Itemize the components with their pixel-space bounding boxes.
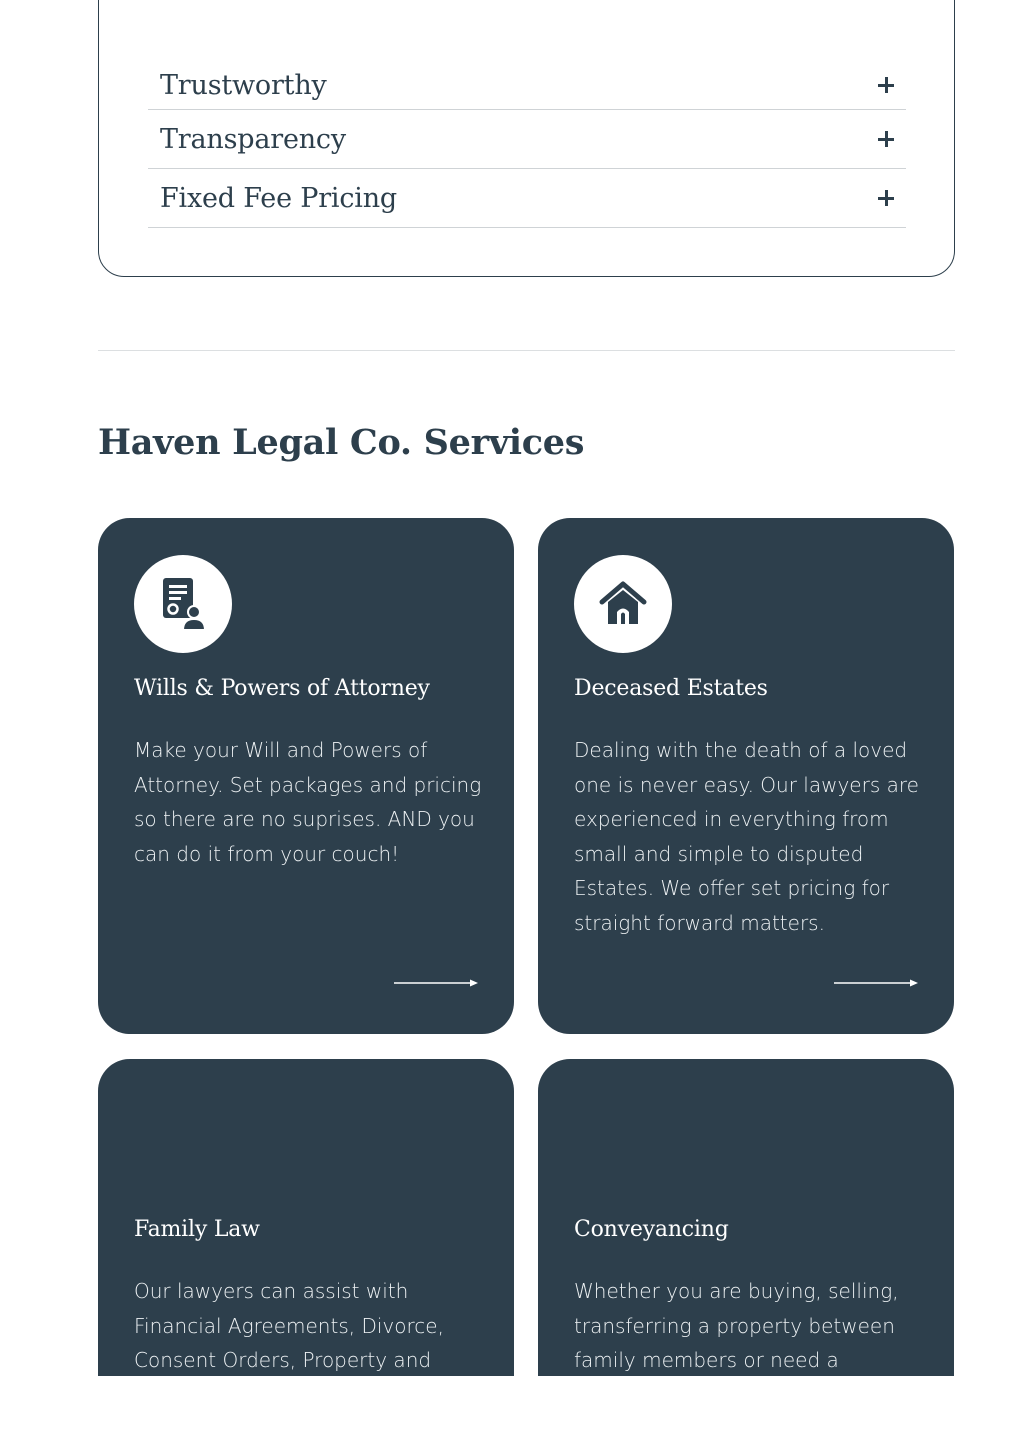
plus-icon[interactable]	[878, 131, 894, 147]
service-card-title: Conveyancing	[574, 1217, 729, 1242]
service-card-title: Wills & Powers of Attorney	[134, 676, 430, 701]
service-card-title: Family Law	[134, 1217, 260, 1242]
service-card-description: Our lawyers can assist with Financial Agreements, Divorce, Consent Orders, Property and	[134, 1279, 444, 1372]
service-card-wills[interactable]	[98, 518, 514, 1034]
accordion-item-title: Trustworthy	[160, 69, 327, 101]
viewport-bottom-edge	[0, 1376, 1024, 1449]
accordion-item-fixed-fee-pricing[interactable]	[148, 169, 906, 228]
services-heading: Haven Legal Co. Services	[98, 422, 585, 463]
accordion-item-transparency[interactable]	[148, 110, 906, 169]
accordion-item-title: Fixed Fee Pricing	[160, 182, 397, 214]
plus-icon[interactable]	[878, 77, 894, 93]
accordion-item-trustworthy[interactable]	[148, 61, 906, 110]
section-divider	[98, 350, 955, 351]
arrow-right-icon[interactable]	[834, 978, 918, 988]
service-card-description: Whether you are buying, selling, transferring a property between family members or need a	[574, 1279, 899, 1372]
service-card-conveyancing[interactable]	[538, 1059, 954, 1419]
plus-icon[interactable]	[878, 190, 894, 206]
accordion-item-title: Transparency	[160, 123, 346, 155]
accordion-list	[148, 61, 906, 228]
service-card-deceased-estates[interactable]	[538, 518, 954, 1034]
why-us-accordion-card	[98, 0, 955, 277]
service-card-description: Make your Will and Powers of Attorney. Set packages and pricing so there are no suprises. AND you can do it from your couch!	[134, 738, 482, 866]
service-card-title: Deceased Estates	[574, 676, 768, 701]
service-card-family-law[interactable]	[98, 1059, 514, 1419]
house-icon	[574, 555, 672, 653]
service-card-description: Dealing with the death of a loved one is never easy. Our lawyers are experienced in everything from small and simple to disputed Estates. We offer set pricing for straight forward matters.	[574, 738, 919, 935]
arrow-right-icon[interactable]	[394, 978, 478, 988]
document-user-icon	[134, 555, 232, 653]
